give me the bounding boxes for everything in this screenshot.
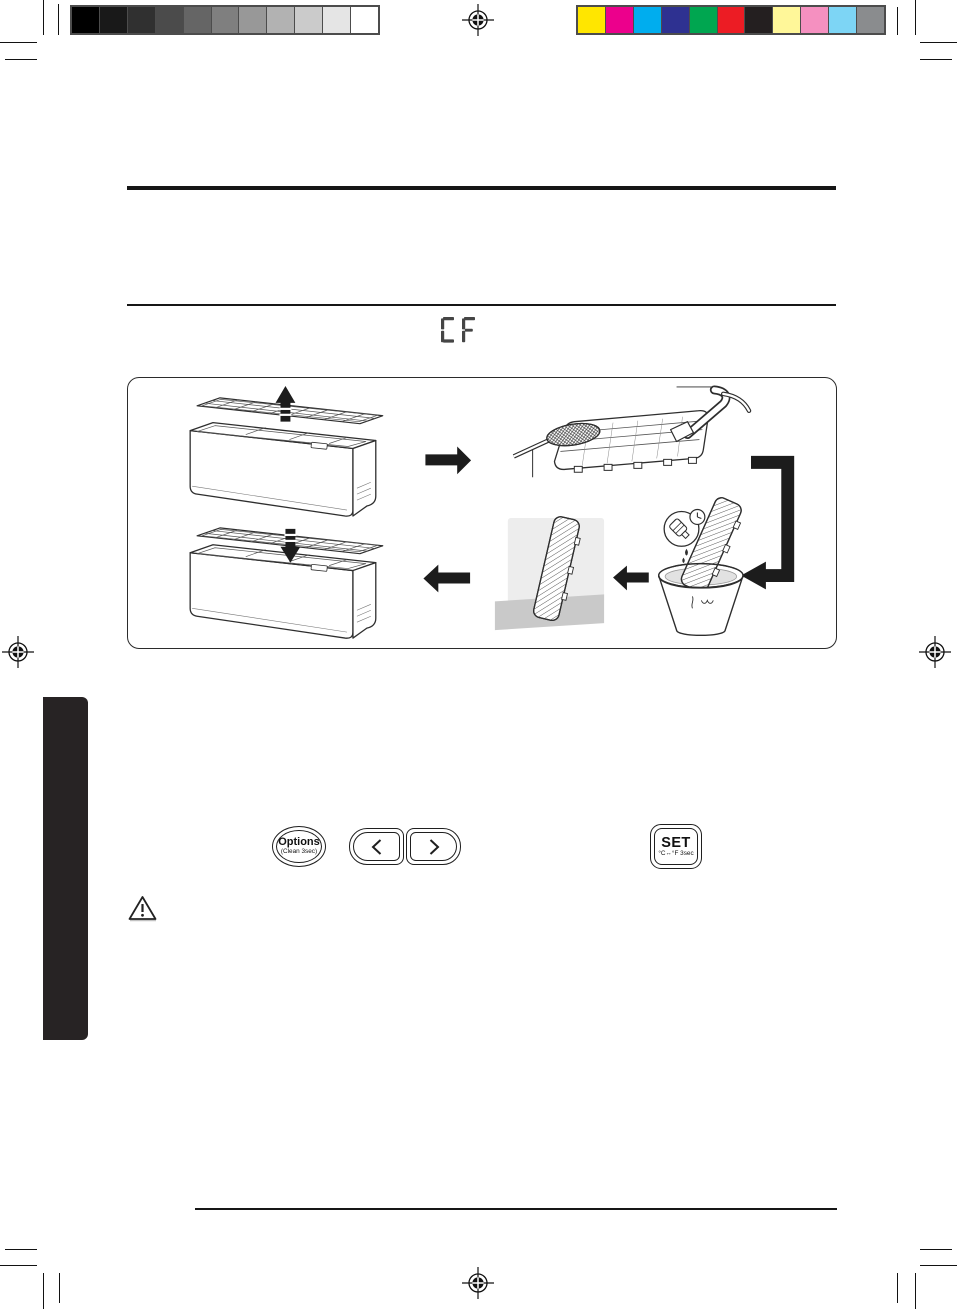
calibration-swatch [156,7,184,33]
registration-mark-icon [1,635,35,669]
filter-vacuum-brush-icon [514,387,749,477]
calibration-swatch [634,7,662,33]
calibration-swatch [690,7,718,33]
calibration-swatch [351,7,378,33]
right-arrow-button [406,828,461,865]
calibration-swatch [267,7,295,33]
chevron-right-icon [426,838,442,856]
calibration-swatch [212,7,240,33]
registration-mark-icon [461,1266,495,1300]
arrow-elbow-down-left-icon [741,462,788,589]
calibration-swatch [184,7,212,33]
calibration-swatch [239,7,267,33]
color-calibration-bar [576,5,886,35]
footer-rule [195,1208,837,1210]
calibration-swatch [718,7,746,33]
section-rule [127,304,836,306]
filter-cleaning-diagram [127,377,837,649]
calibration-swatch [295,7,323,33]
registration-mark-icon [461,3,495,37]
registration-mark-icon [918,635,952,669]
calibration-swatch [578,7,606,33]
title-rule [127,186,836,190]
calibration-swatch [662,7,690,33]
set-button [650,824,702,869]
arrow-left-icon [423,565,470,593]
seven-segment-display [438,316,480,348]
calibration-swatch [72,7,100,33]
options-button-label: Options [278,836,320,849]
filter-dry-shade-icon [495,515,604,630]
caution-triangle-icon [127,894,158,923]
calibration-swatch [801,7,829,33]
chevron-left-icon [369,838,385,856]
calibration-swatch [100,7,128,33]
set-button-sublabel: °C↔°F 3sec [658,849,694,857]
section-thumb-tab [43,697,88,1040]
indoor-unit-filter-lift-icon [190,386,383,516]
grayscale-calibration-bar [70,5,380,35]
indoor-unit-filter-reinstall-icon [190,528,383,638]
arrow-left-small-icon [613,566,649,591]
calibration-swatch [745,7,773,33]
calibration-swatch [773,7,801,33]
options-button [272,826,326,867]
options-button-sublabel: (Clean 3sec) [280,847,318,855]
calibration-swatch [128,7,156,33]
filter-soak-bucket-icon [659,496,747,636]
calibration-swatch [606,7,634,33]
calibration-swatch [857,7,884,33]
calibration-swatch [323,7,351,33]
calibration-swatch [829,7,857,33]
left-arrow-button [349,828,404,865]
set-button-label: SET [661,834,691,851]
arrow-right-icon [425,446,471,474]
